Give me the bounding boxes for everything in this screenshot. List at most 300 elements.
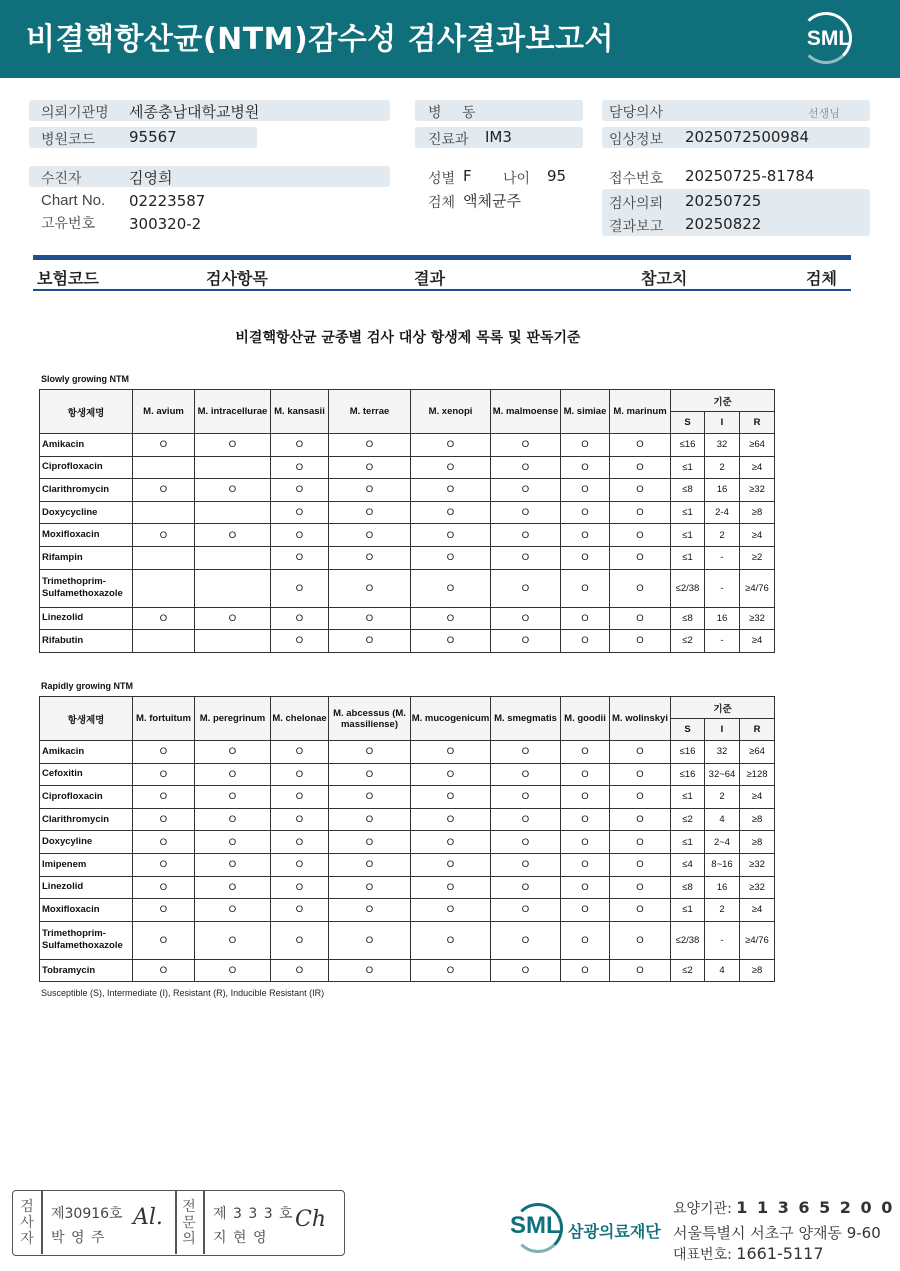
applicable-mark-cell: O (271, 741, 329, 764)
applicable-mark-cell: O (329, 876, 411, 899)
applicable-mark-cell: O (329, 524, 411, 547)
drug-name-cell: Ciprofloxacin (40, 786, 133, 809)
applicable-mark-cell: O (195, 899, 271, 922)
criteria-r-cell: ≥4 (740, 456, 775, 479)
applicable-mark-cell: O (411, 524, 491, 547)
unique-value: 300320-2 (129, 215, 202, 233)
criteria-r-cell: ≥128 (740, 763, 775, 786)
criteria-i-cell: 2 (705, 786, 740, 809)
criteria-r-cell: ≥4/76 (740, 569, 775, 607)
applicable-mark-cell: O (411, 434, 491, 457)
header-band-top-line (33, 255, 851, 260)
request-label: 검사의뢰 (609, 196, 664, 212)
applicable-mark-cell: O (329, 456, 411, 479)
footer-care-line (673, 1198, 894, 1218)
table-row (40, 630, 775, 653)
care-number: 1 1 3 6 5 2 0 0 (736, 1198, 895, 1217)
criteria-r-cell: ≥8 (740, 501, 775, 524)
slow-species-header: M. terrae (329, 390, 411, 434)
applicable-mark-cell: O (133, 921, 195, 959)
drug-name-cell: Moxifloxacin (40, 899, 133, 922)
applicable-mark-cell: O (195, 741, 271, 764)
specimen-value: 액체균주 (463, 192, 521, 210)
legend-note: Susceptible (S), Intermediate (I), Resistant (R), Inducible Resistant (IR) (41, 988, 325, 998)
applicable-mark-cell: O (561, 630, 610, 653)
criteria-s-cell: ≤2 (671, 959, 705, 982)
applicable-mark-cell: O (561, 763, 610, 786)
criteria-s-cell: ≤1 (671, 546, 705, 569)
applicable-mark-cell: O (271, 479, 329, 502)
applicable-mark-cell: O (411, 959, 491, 982)
applicable-mark-cell: O (610, 524, 671, 547)
applicable-mark-cell (133, 630, 195, 653)
rapid-drug-header: 항생제명 (40, 697, 133, 741)
applicable-mark-cell: O (561, 479, 610, 502)
criteria-r-cell: ≥4 (740, 899, 775, 922)
table-row (40, 959, 775, 982)
criteria-i-cell: - (705, 630, 740, 653)
phone-label: 대표번호: (673, 1247, 732, 1263)
rapid-species-header: M. smegmatis (491, 697, 561, 741)
criteria-s-cell: ≤2/38 (671, 569, 705, 607)
inspector-number: 제30916호 (51, 1206, 123, 1222)
applicable-mark-cell: O (329, 853, 411, 876)
drug-name-cell: Imipenem (40, 853, 133, 876)
criteria-i-cell: - (705, 921, 740, 959)
hospital-code-label: 병원코드 (41, 132, 96, 148)
rapid-species-header: M. chelonae (271, 697, 329, 741)
applicable-mark-cell: O (271, 899, 329, 922)
applicable-mark-cell: O (491, 741, 561, 764)
footer-phone-line (673, 1244, 824, 1264)
criteria-s-cell: ≤1 (671, 786, 705, 809)
applicable-mark-cell: O (561, 876, 610, 899)
applicable-mark-cell: O (610, 786, 671, 809)
slow-i-header: I (705, 412, 740, 434)
applicable-mark-cell: O (491, 501, 561, 524)
applicable-mark-cell (195, 501, 271, 524)
criteria-s-cell: ≤1 (671, 524, 705, 547)
applicable-mark-cell: O (610, 546, 671, 569)
drug-name-cell: Clarithromycin (40, 808, 133, 831)
specialist-vertical-label: 전 문 의 (182, 1199, 196, 1247)
table-row (40, 786, 775, 809)
applicable-mark-cell (133, 546, 195, 569)
applicable-mark-cell: O (271, 831, 329, 854)
criteria-i-cell: 32 (705, 741, 740, 764)
applicable-mark-cell: O (610, 831, 671, 854)
applicable-mark-cell: O (491, 569, 561, 607)
slow-s-header: S (671, 412, 705, 434)
applicable-mark-cell: O (271, 569, 329, 607)
rapid-criteria-header: 기준 (671, 697, 775, 719)
applicable-mark-cell: O (195, 876, 271, 899)
criteria-r-cell: ≥32 (740, 853, 775, 876)
applicable-mark-cell: O (271, 853, 329, 876)
slow-species-header: M. simiae (561, 390, 610, 434)
applicable-mark-cell: O (329, 959, 411, 982)
drug-name-cell: Amikacin (40, 434, 133, 457)
applicable-mark-cell: O (133, 876, 195, 899)
applicable-mark-cell: O (610, 569, 671, 607)
rapid-s-header: S (671, 719, 705, 741)
applicable-mark-cell: O (610, 501, 671, 524)
table-row (40, 501, 775, 524)
applicable-mark-cell: O (271, 501, 329, 524)
patient-label: 수진자 (41, 171, 82, 187)
applicable-mark-cell: O (133, 741, 195, 764)
applicable-mark-cell: O (491, 876, 561, 899)
applicable-mark-cell: O (271, 959, 329, 982)
criteria-s-cell: ≤8 (671, 876, 705, 899)
applicable-mark-cell: O (491, 763, 561, 786)
applicable-mark-cell: O (561, 786, 610, 809)
applicable-mark-cell: O (411, 786, 491, 809)
criteria-i-cell: 2 (705, 899, 740, 922)
applicable-mark-cell: O (491, 546, 561, 569)
applicable-mark-cell: O (133, 786, 195, 809)
criteria-s-cell: ≤8 (671, 607, 705, 630)
ward-label: 병 동 (428, 105, 484, 121)
applicable-mark-cell: O (411, 831, 491, 854)
applicable-mark-cell: O (271, 786, 329, 809)
criteria-r-cell: ≥4 (740, 630, 775, 653)
applicable-mark-cell: O (411, 921, 491, 959)
applicable-mark-cell: O (411, 479, 491, 502)
applicable-mark-cell: O (610, 630, 671, 653)
doctor-label: 담당의사 (609, 105, 664, 121)
inspector-vertical-label: 검 사 자 (20, 1199, 34, 1247)
unique-label: 고유번호 (41, 216, 96, 232)
applicable-mark-cell: O (411, 630, 491, 653)
col-result: 결과 (414, 269, 445, 288)
criteria-r-cell: ≥2 (740, 546, 775, 569)
doctor-suffix: 선생님 (808, 107, 840, 120)
col-insurance-code: 보험코드 (37, 269, 99, 288)
rapid-species-header: M. wolinskyi (610, 697, 671, 741)
applicable-mark-cell: O (271, 456, 329, 479)
slow-species-header: M. xenopi (411, 390, 491, 434)
applicable-mark-cell: O (195, 479, 271, 502)
clinical-label: 임상정보 (609, 132, 664, 148)
criteria-r-cell: ≥32 (740, 607, 775, 630)
applicable-mark-cell: O (491, 524, 561, 547)
dept-label: 진료과 (428, 132, 469, 148)
applicable-mark-cell: O (329, 921, 411, 959)
phone-number: 1661-5117 (736, 1244, 824, 1263)
applicable-mark-cell: O (195, 524, 271, 547)
chart-label: Chart No. (41, 192, 106, 209)
specimen-label: 검체 (428, 195, 456, 211)
inspector-name: 박 영 주 (51, 1230, 106, 1246)
applicable-mark-cell: O (195, 808, 271, 831)
applicable-mark-cell: O (411, 607, 491, 630)
drug-name-cell: Trimethoprim-Sulfamethoxazole (40, 569, 133, 607)
applicable-mark-cell: O (491, 607, 561, 630)
criteria-s-cell: ≤4 (671, 853, 705, 876)
table-row (40, 434, 775, 457)
applicable-mark-cell (133, 456, 195, 479)
criteria-i-cell: 32 (705, 434, 740, 457)
inspector-signature: Al. (133, 1205, 163, 1230)
applicable-mark-cell: O (271, 434, 329, 457)
signature-divider (175, 1191, 177, 1254)
applicable-mark-cell: O (610, 741, 671, 764)
criteria-s-cell: ≤1 (671, 831, 705, 854)
signature-divider (41, 1191, 43, 1254)
slow-species-header: M. malmoense (491, 390, 561, 434)
criteria-r-cell: ≥64 (740, 434, 775, 457)
criteria-s-cell: ≤16 (671, 763, 705, 786)
table-row (40, 546, 775, 569)
specialist-number: 제 3 3 3 호 (213, 1206, 294, 1222)
applicable-mark-cell: O (491, 456, 561, 479)
applicable-mark-cell: O (411, 546, 491, 569)
criteria-s-cell: ≤8 (671, 479, 705, 502)
rapid-r-header: R (740, 719, 775, 741)
chart-value: 02223587 (129, 192, 206, 210)
criteria-r-cell: ≥8 (740, 831, 775, 854)
age-value: 95 (547, 167, 567, 185)
criteria-i-cell: 4 (705, 959, 740, 982)
drug-name-cell: Trimethoprim-Sulfamethoxazole (40, 921, 133, 959)
rapid-table-caption: Rapidly growing NTM (41, 681, 133, 691)
applicable-mark-cell: O (195, 853, 271, 876)
applicable-mark-cell: O (271, 921, 329, 959)
applicable-mark-cell: O (561, 853, 610, 876)
table-row (40, 876, 775, 899)
applicable-mark-cell: O (491, 786, 561, 809)
drug-name-cell: Doxycycline (40, 501, 133, 524)
criteria-s-cell: ≤2 (671, 630, 705, 653)
slow-species-header: M. avium (133, 390, 195, 434)
applicable-mark-cell: O (491, 808, 561, 831)
specialist-signature: Ch (295, 1207, 327, 1232)
drug-name-cell: Linezolid (40, 876, 133, 899)
hospital-code-value: 95567 (129, 128, 177, 146)
patient-value: 김영희 (129, 169, 173, 187)
applicable-mark-cell: O (561, 434, 610, 457)
table-row (40, 479, 775, 502)
slow-r-header: R (740, 412, 775, 434)
drug-name-cell: Linezolid (40, 607, 133, 630)
sml-logo-text: SML (806, 27, 852, 50)
criteria-i-cell: 2-4 (705, 501, 740, 524)
applicable-mark-cell: O (610, 899, 671, 922)
criteria-i-cell: 2 (705, 456, 740, 479)
applicable-mark-cell: O (133, 524, 195, 547)
criteria-r-cell: ≥32 (740, 876, 775, 899)
slow-species-header: M. marinum (610, 390, 671, 434)
applicable-mark-cell: O (329, 607, 411, 630)
header-band-bottom-line (33, 289, 851, 291)
applicable-mark-cell: O (491, 921, 561, 959)
applicable-mark-cell: O (561, 921, 610, 959)
report-label: 결과보고 (609, 219, 664, 235)
slow-table-caption: Slowly growing NTM (41, 374, 129, 384)
applicable-mark-cell: O (133, 763, 195, 786)
table-row (40, 524, 775, 547)
criteria-i-cell: - (705, 569, 740, 607)
applicable-mark-cell: O (195, 921, 271, 959)
drug-name-cell: Tobramycin (40, 959, 133, 982)
applicable-mark-cell: O (561, 899, 610, 922)
care-label: 요양기관: (673, 1201, 732, 1217)
applicable-mark-cell: O (411, 899, 491, 922)
applicable-mark-cell: O (329, 501, 411, 524)
applicable-mark-cell: O (411, 853, 491, 876)
report-value: 20250822 (685, 215, 762, 233)
applicable-mark-cell: O (561, 524, 610, 547)
applicable-mark-cell: O (561, 607, 610, 630)
applicable-mark-cell: O (271, 808, 329, 831)
table-row (40, 831, 775, 854)
drug-name-cell: Rifabutin (40, 630, 133, 653)
applicable-mark-cell: O (195, 831, 271, 854)
applicable-mark-cell: O (271, 524, 329, 547)
clinical-value: 2025072500984 (685, 128, 810, 146)
applicable-mark-cell: O (491, 831, 561, 854)
drug-name-cell: Doxycyline (40, 831, 133, 854)
applicable-mark-cell: O (610, 959, 671, 982)
criteria-i-cell: - (705, 546, 740, 569)
applicable-mark-cell (195, 546, 271, 569)
institution-value: 세종충남대학교병원 (129, 103, 260, 121)
rapid-species-header: M. mucogenicum (411, 697, 491, 741)
applicable-mark-cell: O (610, 456, 671, 479)
criteria-r-cell: ≥32 (740, 479, 775, 502)
criteria-i-cell: 2~4 (705, 831, 740, 854)
applicable-mark-cell: O (329, 546, 411, 569)
slow-species-header: M. kansasii (271, 390, 329, 434)
table-row (40, 808, 775, 831)
applicable-mark-cell: O (610, 479, 671, 502)
applicable-mark-cell: O (411, 876, 491, 899)
applicable-mark-cell: O (610, 808, 671, 831)
criteria-i-cell: 16 (705, 479, 740, 502)
applicable-mark-cell: O (610, 876, 671, 899)
sex-label: 성별 (428, 171, 456, 187)
applicable-mark-cell: O (133, 831, 195, 854)
slow-criteria-header: 기준 (671, 390, 775, 412)
applicable-mark-cell: O (561, 456, 610, 479)
applicable-mark-cell: O (329, 569, 411, 607)
applicable-mark-cell: O (411, 808, 491, 831)
applicable-mark-cell: O (411, 501, 491, 524)
applicable-mark-cell: O (329, 786, 411, 809)
applicable-mark-cell: O (271, 630, 329, 653)
footer-address: 서울특별시 서초구 양재동 9-60 (673, 1224, 881, 1242)
criteria-r-cell: ≥4/76 (740, 921, 775, 959)
applicable-mark-cell: O (329, 479, 411, 502)
sex-value: F (463, 167, 472, 185)
applicable-mark-cell (195, 456, 271, 479)
table-row (40, 741, 775, 764)
rapid-species-header: M. abcessus (M. massiliense) (329, 697, 411, 741)
applicable-mark-cell: O (133, 899, 195, 922)
applicable-mark-cell: O (411, 569, 491, 607)
applicable-mark-cell: O (329, 899, 411, 922)
footer-org-name: 삼광의료재단 (568, 1222, 661, 1241)
applicable-mark-cell: O (329, 434, 411, 457)
signature-divider (203, 1191, 205, 1254)
drug-name-cell: Moxifloxacin (40, 524, 133, 547)
criteria-r-cell: ≥4 (740, 786, 775, 809)
rapid-i-header: I (705, 719, 740, 741)
rapid-species-header: M. peregrinum (195, 697, 271, 741)
institution-label: 의뢰기관명 (41, 105, 109, 121)
footer-logo-text: SML (510, 1212, 561, 1239)
table-row (40, 899, 775, 922)
applicable-mark-cell: O (491, 959, 561, 982)
col-reference: 참고치 (641, 269, 688, 288)
col-test-item: 검사항목 (206, 269, 268, 288)
applicable-mark-cell: O (133, 434, 195, 457)
drug-name-cell: Rifampin (40, 546, 133, 569)
applicable-mark-cell: O (195, 763, 271, 786)
rapid-ntm-table (39, 696, 775, 982)
age-label: 나이 (503, 171, 531, 187)
document-title: 비결핵항산균(NTM)감수성 검사결과보고서 (26, 22, 614, 57)
applicable-mark-cell (195, 630, 271, 653)
applicable-mark-cell: O (561, 741, 610, 764)
applicable-mark-cell: O (271, 607, 329, 630)
applicable-mark-cell: O (491, 479, 561, 502)
applicable-mark-cell: O (329, 831, 411, 854)
criteria-r-cell: ≥4 (740, 524, 775, 547)
criteria-r-cell: ≥64 (740, 741, 775, 764)
applicable-mark-cell: O (411, 456, 491, 479)
criteria-s-cell: ≤2/38 (671, 921, 705, 959)
slow-drug-header: 항생제명 (40, 390, 133, 434)
drug-name-cell: Ciprofloxacin (40, 456, 133, 479)
table-row (40, 456, 775, 479)
specialist-name: 지 현 영 (213, 1230, 268, 1246)
drug-name-cell: Cefoxitin (40, 763, 133, 786)
applicable-mark-cell: O (329, 630, 411, 653)
patient-pill (29, 166, 390, 187)
applicable-mark-cell: O (610, 434, 671, 457)
applicable-mark-cell: O (271, 546, 329, 569)
criteria-s-cell: ≤16 (671, 434, 705, 457)
table-row (40, 853, 775, 876)
applicable-mark-cell: O (329, 741, 411, 764)
table-row (40, 921, 775, 959)
applicable-mark-cell (133, 501, 195, 524)
dept-value: IM3 (485, 128, 512, 146)
applicable-mark-cell: O (195, 434, 271, 457)
applicable-mark-cell: O (491, 630, 561, 653)
applicable-mark-cell: O (561, 808, 610, 831)
applicable-mark-cell: O (561, 501, 610, 524)
criteria-i-cell: 2 (705, 524, 740, 547)
applicable-mark-cell: O (491, 853, 561, 876)
slow-ntm-table (39, 389, 775, 653)
applicable-mark-cell: O (561, 959, 610, 982)
col-specimen: 검체 (806, 269, 837, 288)
applicable-mark-cell (133, 569, 195, 607)
applicable-mark-cell: O (561, 831, 610, 854)
applicable-mark-cell: O (561, 569, 610, 607)
applicable-mark-cell: O (561, 546, 610, 569)
criteria-i-cell: 16 (705, 607, 740, 630)
criteria-s-cell: ≤1 (671, 501, 705, 524)
criteria-r-cell: ≥8 (740, 808, 775, 831)
criteria-i-cell: 32~64 (705, 763, 740, 786)
request-value: 20250725 (685, 192, 762, 210)
applicable-mark-cell: O (411, 763, 491, 786)
slow-species-header: M. intracellurae (195, 390, 271, 434)
